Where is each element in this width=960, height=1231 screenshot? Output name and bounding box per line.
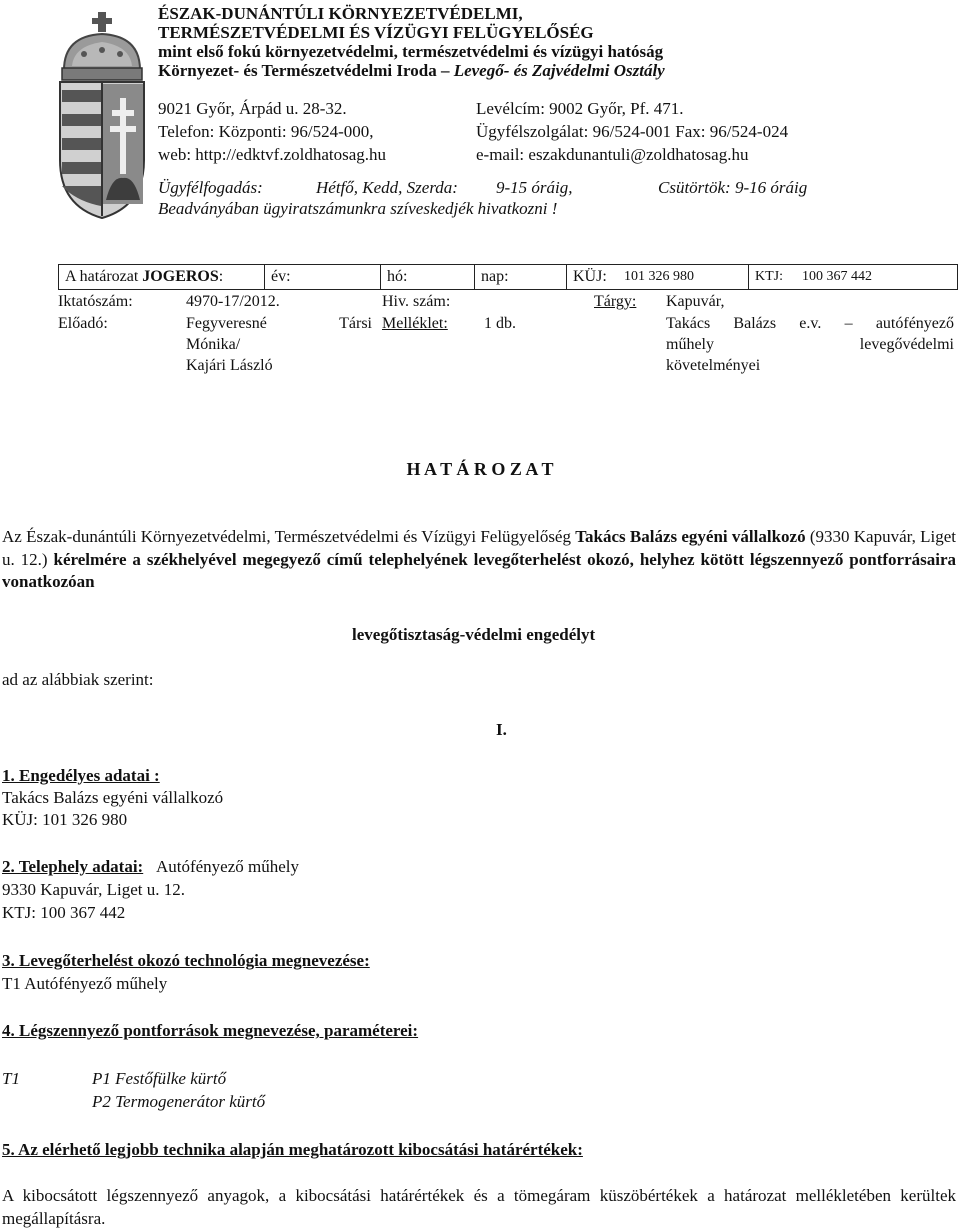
section-2-line-1: 9330 Kapuvár, Liget u. 12. <box>2 880 185 899</box>
targy-line-4: követelményei <box>666 357 761 374</box>
reference-note: Beadványában ügyiratszámunkra szíveskedjék hivatkozni ! <box>158 199 558 218</box>
org-line-3: mint első fokú környezetvédelmi, természetvédelmi és vízügyi hatóság <box>158 42 664 61</box>
intro-text-1: Az Észak-dunántúli Környezetvédelmi, Természetvédelmi és Vízügyi Felügyelőség <box>2 527 576 546</box>
ktj-label: KTJ: <box>748 265 796 289</box>
eloado-line-3: Kajári László <box>186 357 273 374</box>
hours-time: 9-15 óráig, <box>496 178 573 197</box>
targy-line-2: Takács Balázs e.v. – autófényező <box>666 315 954 332</box>
section-4-source-1: P1 Festőfülke kürtő <box>92 1069 227 1088</box>
eloado-line-2: Mónika/ <box>186 336 241 353</box>
eloado-line-1: Fegyveresné Társi <box>186 315 372 332</box>
iktato-label: Iktatószám: <box>58 293 133 310</box>
org-line-4-department: Levegő- és Zajvédelmi Osztály <box>453 61 665 80</box>
kuj-label: KÜJ: <box>566 265 618 289</box>
document-title: H A T Á R O Z A T <box>406 459 554 479</box>
section-2-heading-row <box>2 856 299 877</box>
intro-subject: kérelmére a székhelyével megegyező című telephelyének levegőterhelést okozó, helyhez kötött légszennyező pontforrásaira vonatkozóan <box>2 549 956 591</box>
melleklet-label: Melléklet: <box>382 315 448 332</box>
ktj-value: 100 367 442 <box>802 269 872 284</box>
finality-label-bold: JOGEROS <box>142 268 219 285</box>
section-1-line-2: KÜJ: 101 326 980 <box>2 810 128 829</box>
eloado-label: Előadó: <box>58 315 108 332</box>
intro-paragraph <box>2 526 956 594</box>
closing-paragraph: A kibocsátott légszennyező anyagok, a kibocsátási határértékek és a tömegáram küszöbértékek a határozat mellékletében kerültek megállapításra. <box>2 1186 956 1228</box>
finality-label-suffix: : <box>218 268 224 285</box>
section-4-source-2: P2 Termogenerátor kürtő <box>92 1092 266 1111</box>
authority-name-block <box>158 4 665 80</box>
finality-status-table <box>58 264 958 290</box>
permit-suffix: ad az alábbiak szerint: <box>2 670 154 689</box>
finality-label-prefix: A határozat <box>65 268 143 285</box>
year-cell: év: <box>264 265 380 289</box>
hiv-szam-label: Hiv. szám: <box>382 293 451 310</box>
hours-days: Hétfő, Kedd, Szerda: <box>316 178 458 197</box>
section-5-heading: 5. Az elérhető legjobb technika alapján meghatározott kibocsátási határértékek: <box>2 1140 583 1159</box>
org-line-2: TERMÉSZETVÉDELMI ÉS VÍZÜGYI FELÜGYELŐSÉG <box>158 23 594 42</box>
hours-label: Ügyfélfogadás: <box>158 178 263 197</box>
intro-text-2: (9330 Kapuvár, Liget u. 12.) <box>2 527 957 569</box>
section-3-heading: 3. Levegőterhelést okozó technológia megnevezése: <box>2 951 370 970</box>
section-4-heading: 4. Légszennyező pontforrások megnevezése, paraméterei: <box>2 1021 419 1040</box>
section-3-line-1: T1 Autófényező műhely <box>2 974 168 993</box>
permit-title: levegőtisztaság-védelmi engedélyt <box>352 625 596 644</box>
targy-label: Tárgy: <box>594 293 637 310</box>
month-cell: hó: <box>380 265 474 289</box>
targy-line-1: Kapuvár, <box>666 293 725 310</box>
org-line-1: ÉSZAK-DUNÁNTÚLI KÖRNYEZETVÉDELMI, <box>158 4 523 23</box>
coat-of-arms-icon <box>54 10 150 220</box>
hours-thursday: Csütörtök: 9-16 óráig <box>658 178 808 197</box>
section-2-heading: 2. Telephely adatai: <box>2 857 144 876</box>
intro-applicant: Takács Balázs egyéni vállalkozó <box>575 527 806 546</box>
org-line-4-prefix: Környezet- és Természetvédelmi Iroda – <box>158 61 454 80</box>
section-1-line-1: Takács Balázs egyéni vállalkozó <box>2 788 224 807</box>
day-cell: nap: <box>474 265 566 289</box>
section-2-line-2: KTJ: 100 367 442 <box>2 903 126 922</box>
email-link[interactable]: e-mail: eszakdunantuli@zoldhatosag.hu <box>476 145 749 164</box>
section-1-heading: 1. Engedélyes adatai : <box>2 766 160 785</box>
iktato-value: 4970-17/2012. <box>186 293 280 310</box>
section-2-inline: Autófényező műhely <box>155 857 300 876</box>
mail-address: Levélcím: 9002 Győr, Pf. 471. <box>476 99 684 118</box>
org-line-4 <box>158 61 665 80</box>
website-link[interactable]: web: http://edktvf.zoldhatosag.hu <box>158 145 387 164</box>
section-numeral: I. <box>496 720 507 739</box>
kuj-value: 101 326 980 <box>624 269 694 284</box>
phone: Telefon: Központi: 96/524-000, <box>158 122 374 141</box>
finality-label <box>59 265 264 289</box>
service-fax: Ügyfélszolgálat: 96/524-001 Fax: 96/524-024 <box>476 122 789 141</box>
section-4-technology: T1 <box>2 1069 20 1088</box>
address: 9021 Győr, Árpád u. 28-32. <box>158 99 347 118</box>
melleklet-value: 1 db. <box>484 315 516 332</box>
targy-line-3: műhely levegővédelmi <box>666 336 954 353</box>
